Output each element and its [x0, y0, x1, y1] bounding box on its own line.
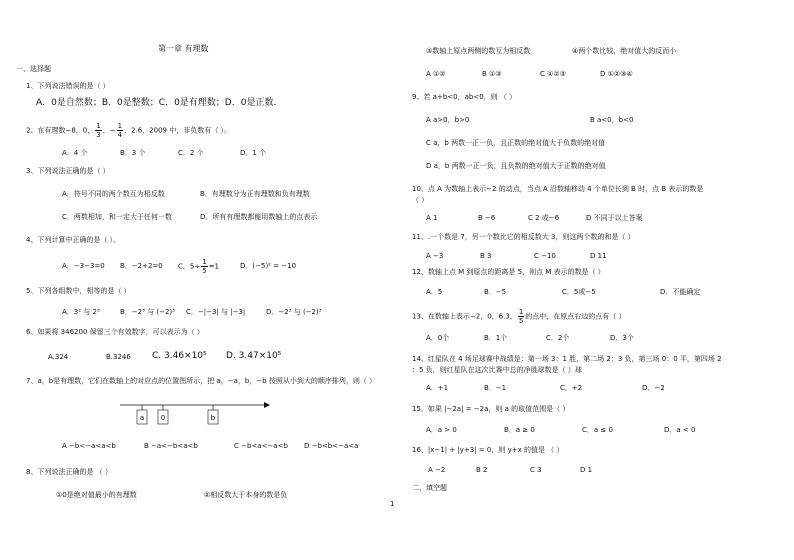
question-12: 12、数轴上点 M 到原点的距离是 5，则点 M 表示的数是（ ） — [412, 268, 605, 276]
q2-option-d: D．1 个 — [240, 149, 267, 157]
q5-option-d: D．−2³ 与 (−2)³ — [266, 308, 322, 316]
q6-option-c: C. 3.46×10⁵ — [152, 351, 207, 361]
question-10-paren: （ ） — [412, 196, 429, 204]
q13-option-a: A．0个 — [426, 334, 450, 342]
question-10: 10、点 A 为数轴上表示−2 的动点，当点 A 沿数轴移动 4 个单位长到 B 时，点 B 表示的数是 — [412, 185, 704, 193]
question-15: 15、如果 |−2a| = −2a，则 a 的取值范围是（ ） — [412, 405, 570, 413]
q7-option-b: B −a<−b<a<b — [144, 442, 198, 450]
q11-option-b: B 3 — [480, 252, 492, 260]
q14-option-a: A．+1 — [426, 384, 449, 392]
label-zero: 0 — [160, 414, 166, 422]
q10-option-c: C 2 或−6 — [528, 214, 560, 222]
question-9: 9、若 a+b<0，ab<0，则 （ ） — [412, 93, 517, 101]
q13-option-c: C．2个 — [546, 334, 570, 342]
q4-option-b: B．−2+2=0 — [120, 262, 163, 270]
q15-option-d: D．a < 0 — [664, 426, 696, 434]
q3-option-b: B．有理数分为正有理数和负有理数 — [200, 190, 310, 198]
q8-option-d: D ①②③④ — [600, 70, 633, 78]
q16-option-d: D 1 — [580, 466, 593, 474]
q15-option-b: B．a ≥ 0 — [504, 426, 535, 434]
q7-option-d: D −b<b<−a<a — [304, 442, 359, 450]
q3-option-c: C．两数相加，和一定大于任何一数 — [62, 213, 172, 221]
label-a: a — [139, 414, 145, 422]
q9-option-b: B a<0，b<0 — [590, 116, 634, 124]
page-number: 1 — [390, 500, 395, 508]
q11-option-d: D 11 — [590, 252, 607, 260]
question-14-cont: ：5 负，则红星队在这次比赛中总的净胜球数是（ ）球 — [412, 366, 582, 374]
question-16: 16、|x−1| + |y+3| = 0，则 y+x 的值是 （ ） — [412, 446, 564, 454]
q2-option-a: A．4 个 — [62, 149, 88, 157]
q16-option-a: A −2 — [428, 466, 446, 474]
question-7: 7、a，b是有理数，它们在数轴上的对应点的位置图所示，把 a，−a，b，−b 按照从小到大的顺序排列，则（ ） — [26, 377, 377, 385]
q9-option-d: D a，b 两数一正一负，且负数的绝对值大于正数的绝对值 — [426, 162, 606, 170]
question-8: 8、下列说法正确的是 （ ） — [26, 468, 112, 476]
q10-option-b: B −6 — [478, 214, 496, 222]
q8-option-b: B ①③ — [482, 70, 502, 78]
q9-option-a: A a>0，b>0 — [426, 116, 470, 124]
q7-option-a: A −b<−a<a<b — [62, 442, 116, 450]
q16-option-b: B 2 — [476, 466, 488, 474]
q6-option-a: A.324 — [48, 353, 69, 361]
q8-statement-3: ③数轴上原点两侧的数互为相反数 — [426, 47, 531, 55]
q14-option-c: C．+2 — [560, 384, 583, 392]
q12-option-d: D．不能确定 — [660, 288, 701, 296]
question-1-options: A．0是自然数；B．0是整数；C．0是有理数；D．0是正数． — [36, 98, 283, 108]
q10-option-a: A 1 — [426, 214, 438, 222]
section-heading-fill: 二、填空题 — [412, 484, 447, 492]
q15-option-c: C．a ≤ 0 — [582, 426, 613, 434]
q14-option-d: D．−2 — [642, 384, 665, 392]
q8-statement-2: ②相反数大于本身的数是负 — [204, 491, 288, 499]
question-6: 6、如果将 346200 保留三个有效数字，可以表示为（ ） — [26, 328, 204, 336]
q3-option-d: D．所有有理数都能用数轴上的点表示 — [200, 213, 318, 221]
question-2: 2、在有理数−8，0， $\frac{1}{3}$ ，− $\frac{1}{4}$ ，2.6，2009 中，非负数有（ ）。 — [26, 122, 231, 139]
q12-option-b: B．−5 — [484, 288, 507, 296]
q2-option-c: C．2 个 — [178, 149, 204, 157]
question-5: 5、下列各组数中，相等的是（ ） — [26, 287, 131, 295]
section-heading: 一、选择题 — [16, 65, 51, 73]
q12-option-c: C．5或−5 — [562, 288, 596, 296]
q15-option-a: A．a > 0 — [426, 426, 457, 434]
page-title: 第一章 有理数 — [158, 44, 209, 53]
q8-option-a: A ①② — [426, 70, 446, 78]
q11-option-c: C −10 — [534, 252, 556, 260]
question-13: 13、在数轴上表示−2，0，6.3， $\frac{1}{5}$ 的点中，在原点右边的点有（ ） — [412, 308, 626, 325]
q4-option-c: C．5÷ $\frac{1}{5}$ =1 — [178, 258, 220, 275]
q13-option-d: D．3个 — [610, 334, 634, 342]
q5-option-c: C．−|−3| 与 |−3| — [186, 308, 246, 316]
q8-statement-4: ④两个数比较，绝对值大的反而小 — [572, 47, 677, 55]
question-3: 3、下列说法正确的是（ ） — [26, 167, 110, 175]
q8-option-c: C ①②③ — [540, 70, 566, 78]
question-1: 1、下列说法错误的是（ ） — [26, 82, 110, 90]
q11-option-a: A −3 — [426, 252, 444, 260]
q4-option-d: D．(−5)² = −10 — [240, 262, 297, 270]
q12-option-a: A．5 — [426, 288, 443, 296]
q6-option-d: D. 3.47×10⁵ — [226, 351, 282, 361]
question-11: 11、.一个数是 7，另一个数比它的相反数大 3，则这两个数的和是（ ） — [412, 233, 635, 241]
q9-option-c: C a，b 两数一正一负，且正数的绝对值大于负数的绝对值 — [426, 139, 606, 147]
question-14: 14、红星队在 4 场足球赛中战绩是：第一场 3：1 胜，第二场 2：3 负，第三场 0：0 平，第四场 2 — [412, 355, 722, 363]
question-4: 4、下列计算中正确的是（ ）。 — [26, 236, 121, 244]
q4-option-a: A．−3−3=0 — [62, 262, 105, 270]
q5-option-a: A．3² 与 2³ — [62, 308, 100, 316]
number-line-figure — [120, 395, 270, 431]
q16-option-c: C 3 — [530, 466, 542, 474]
q5-option-b: B．−2³ 与 (−2)³ — [120, 308, 175, 316]
q13-option-b: B．1个 — [484, 334, 508, 342]
q7-option-c: C −b<a<−a<b — [234, 442, 288, 450]
q2-option-b: B．3 个 — [120, 149, 146, 157]
label-b: b — [210, 414, 216, 422]
q3-option-a: A．符号不同的两个数互为相反数 — [62, 190, 165, 198]
q14-option-b: B．−1 — [484, 384, 507, 392]
q6-option-b: B.3246 — [106, 353, 131, 361]
q8-statement-1: ①0是绝对值最小的有理数 — [56, 491, 137, 499]
number-line-arrow — [264, 402, 270, 408]
q10-option-d: D 不同于以上答案 — [586, 214, 643, 222]
